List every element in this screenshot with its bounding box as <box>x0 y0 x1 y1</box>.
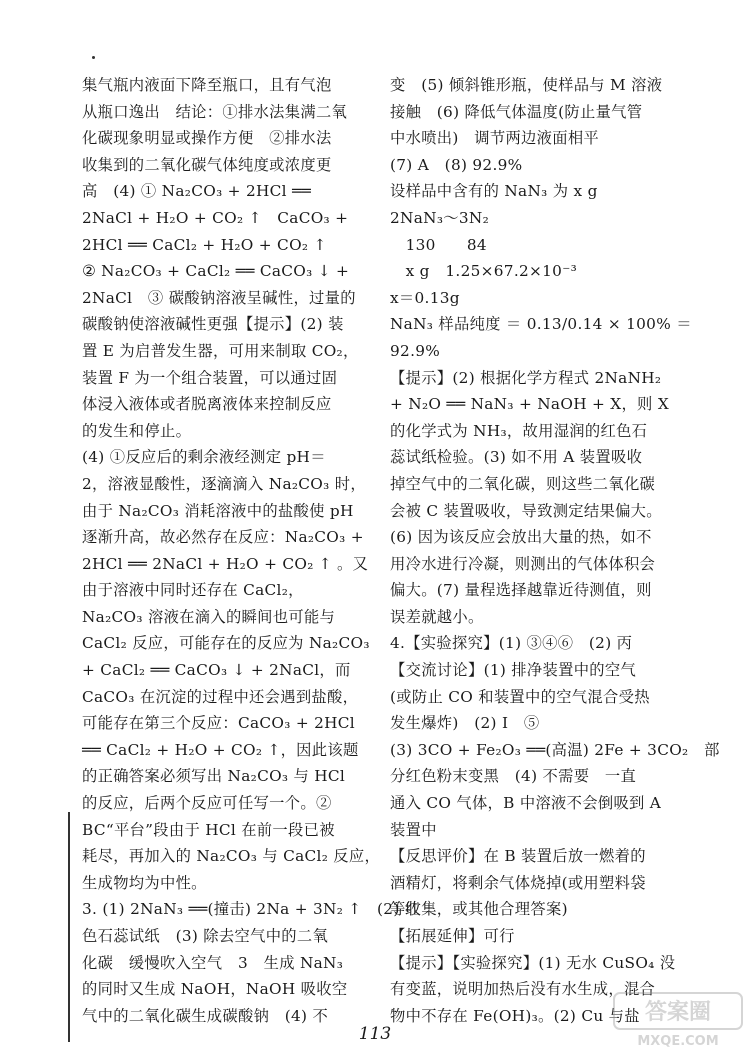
text-line: 设样品中含有的 NaN₃ 为 x g <box>390 182 598 201</box>
text-line: + CaCl₂ ══ CaCO₃ ↓ + 2NaCl，而 <box>82 661 351 680</box>
right-column <box>390 72 720 1029</box>
text-line: 通入 CO 气体，B 中溶液不会倒吸到 A <box>390 794 662 813</box>
text-line: CaCl₂ 反应，可能存在的反应为 Na₂CO₃ <box>82 634 370 653</box>
svg-text:答案圈: 答案圈 <box>644 1000 712 1025</box>
text-line: 有变蓝，说明加热后没有水生成，混合 <box>390 980 656 999</box>
svg-text:MXQE.COM: MXQE.COM <box>637 1034 719 1049</box>
page-number: 113 <box>358 1024 392 1044</box>
text-line: 置 E 为启普发生器，可用来制取 CO₂， <box>82 341 359 360</box>
text-line: 色石蕊试纸 (3) 除去空气中的二氧 <box>82 927 329 945</box>
text-line: 【提示】(2) 根据化学方程式 2NaNH₂ <box>390 368 662 387</box>
text-line: 接触 (6) 降低气体温度(防止量气管 <box>390 102 643 121</box>
text-line: 耗尽，再加入的 Na₂CO₃ 与 CaCl₂ 反应， <box>82 847 381 866</box>
text-line: 碳酸钠使溶液碱性更强【提示】(2) 装 <box>82 315 344 334</box>
text-line: 2HCl ══ CaCl₂ + H₂O + CO₂ ↑ <box>82 235 327 254</box>
text-line: 可能存在第三个反应：CaCO₃ + 2HCl <box>82 714 355 733</box>
text-line: 化碳现象明显或操作方便 ②排水法 <box>82 129 332 148</box>
text-line: 逐渐升高，故必然存在反应：Na₂CO₃ + <box>82 528 364 547</box>
text-line: 3. (1) 2NaN₃ ══(撞击) 2Na + 3N₂ ↑ (2) 红 <box>82 900 421 919</box>
text-line: (或防止 CO 和装置中的空气混合受热 <box>390 687 650 706</box>
text-line: 等收集，或其他合理答案) <box>390 900 568 919</box>
text-line: 【拓展延伸】可行 <box>390 927 515 945</box>
text-line: 的化学式为 NH₃，故用湿润的红色石 <box>390 421 648 440</box>
text-line: 集气瓶内液面下降至瓶口，且有气泡 <box>82 76 332 94</box>
text-line: ══ CaCl₂ + H₂O + CO₂ ↑，因此该题 <box>82 740 359 759</box>
text-line: 误差就越小。 <box>390 607 484 626</box>
text-line: 体浸入液体或者脱离液体来控制反应 <box>82 395 332 414</box>
text-line: 酒精灯，将剩余气体烧掉(或用塑料袋 <box>390 873 646 892</box>
text-line: 的发生和停止。 <box>82 421 192 440</box>
text-line: 2NaCl ③ 碳酸钠溶液呈碱性，过量的 <box>82 288 356 307</box>
text-line: 偏大。(7) 量程选择越靠近待测值，则 <box>390 581 652 600</box>
text-line: 装置 F 为一个组合装置，可以通过固 <box>82 368 338 387</box>
text-line: (4) ①反应后的剩余液经测定 pH＝ <box>82 448 326 467</box>
text-line: (3) 3CO + Fe₂O₃ ══(高温) 2Fe + 3CO₂ 部 <box>390 740 720 759</box>
text-line: 用冷水进行冷凝，则测出的气体体积会 <box>390 554 656 573</box>
text-line: 130 84 <box>390 235 487 254</box>
text-line: NaN₃ 样品纯度 ＝ 0.13/0.14 × 100% ＝ <box>390 315 692 334</box>
stray-dot <box>92 56 95 59</box>
text-line: 由于溶液中同时还存在 CaCl₂， <box>82 581 304 600</box>
text-line: 收集到的二氧化碳气体纯度或浓度更 <box>82 155 332 174</box>
text-line: + N₂O ══ NaN₃ + NaOH + X，则 X <box>390 395 670 414</box>
text-line: 92.9% <box>390 341 441 360</box>
text-line: 由于 Na₂CO₃ 消耗溶液中的盐酸使 pH <box>82 501 354 520</box>
text-line: 【交流讨论】(1) 排净装置中的空气 <box>390 661 637 680</box>
text-line: ② Na₂CO₃ + CaCl₂ ══ CaCO₃ ↓ + <box>82 262 350 281</box>
text-line: 【反思评价】在 B 装置后放一燃着的 <box>390 847 646 866</box>
text-line: 物中不存在 Fe(OH)₃。(2) Cu 与盐 <box>390 1006 640 1025</box>
text-line: (7) A (8) 92.9% <box>390 155 523 174</box>
text-line: 气中的二氧化碳生成碳酸钠 (4) 不 <box>82 1006 329 1025</box>
text-line: x＝0.13g <box>390 288 460 307</box>
text-line: 4.【实验探究】(1) ③④⑥ (2) 丙 <box>390 634 633 653</box>
text-line: 从瓶口逸出 结论：①排水法集满二氧 <box>82 102 348 121</box>
text-line: 会被 C 装置吸收，导致测定结果偏大。 <box>390 501 662 520</box>
text-line: 2HCl ══ 2NaCl + H₂O + CO₂ ↑ 。又 <box>82 554 369 573</box>
text-line: 中水喷出) 调节两边液面相平 <box>390 129 600 148</box>
text-line: 蕊试纸检验。(3) 如不用 A 装置吸收 <box>390 448 643 467</box>
text-line: CaCO₃ 在沉淀的过程中还会遇到盐酸， <box>82 687 359 706</box>
text-line: 的正确答案必须写出 Na₂CO₃ 与 HCl <box>82 767 346 786</box>
text-line: x g 1.25×67.2×10⁻³ <box>390 262 577 281</box>
text-line: 装置中 <box>390 820 437 839</box>
text-line: 2NaN₃～3N₂ <box>390 208 490 227</box>
text-line: 化碳 缓慢吹入空气 3 生成 NaN₃ <box>82 953 344 972</box>
margin-rule <box>68 812 70 1042</box>
text-line: 【提示】【实验探究】(1) 无水 CuSO₄ 没 <box>390 953 676 972</box>
text-line: 的同时又生成 NaOH，NaOH 吸收空 <box>82 980 348 999</box>
text-line: (6) 因为该反应会放出大量的热，如不 <box>390 528 652 547</box>
text-line: 分红色粉末变黑 (4) 不需要 一直 <box>390 767 637 786</box>
watermark-logo <box>612 991 744 1049</box>
text-line: 的反应，后两个反应可任写一个。② <box>82 794 332 813</box>
text-line: 发生爆炸) (2) Ⅰ ⑤ <box>390 714 540 733</box>
text-line: 高 (4) ① Na₂CO₃ + 2HCl ══ <box>82 182 311 201</box>
text-line: 2，溶液显酸性，逐滴滴入 Na₂CO₃ 时， <box>82 474 366 493</box>
text-line: BC“平台”段由于 HCl 在前一段已被 <box>82 820 335 839</box>
text-line: Na₂CO₃ 溶液在滴入的瞬间也可能与 <box>82 607 336 626</box>
text-line: 变 (5) 倾斜锥形瓶，使样品与 M 溶液 <box>390 76 663 94</box>
text-line: 2NaCl + H₂O + CO₂ ↑ CaCO₃ + <box>82 208 349 227</box>
text-line: 生成物均为中性。 <box>82 873 207 892</box>
text-line: 掉空气中的二氧化碳，则这些二氧化碳 <box>390 474 656 493</box>
